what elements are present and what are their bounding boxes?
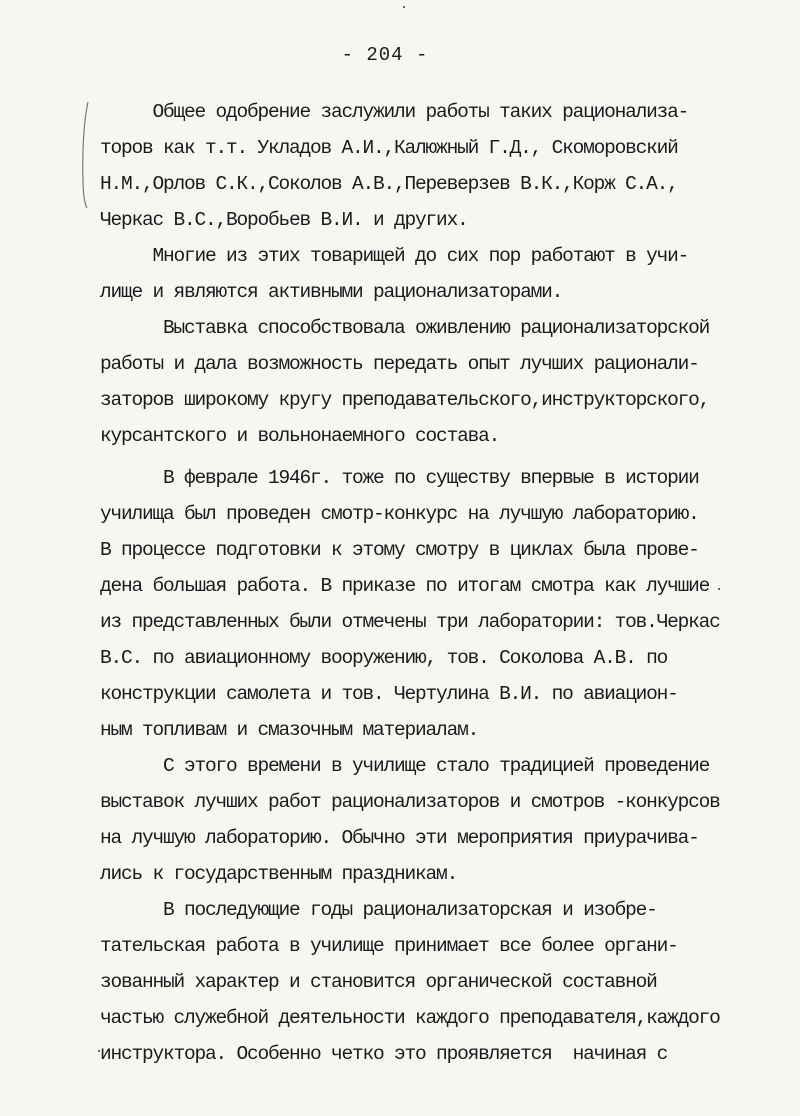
text-line: частью служебной деятельности каждого преподавателя,каждого <box>100 1007 720 1029</box>
text-line: торов как т.т. Укладов А.И.,Калюжный Г.Д., Скоморовский <box>100 137 678 159</box>
text-line: В процессе подготовки к этому смотру в циклах была прове- <box>100 539 699 561</box>
text-line: училища был проведен смотр-конкурс на лучшую лабораторию. <box>100 503 699 525</box>
text-line: Н.М.,Орлов С.К.,Соколов А.В.,Переверзев В.К.,Корж С.А., <box>100 173 678 195</box>
speck <box>403 6 405 8</box>
text-line: В феврале 1946г. тоже по существу впервые в истории <box>100 467 699 489</box>
text-line: из представленных были отмечены три лаборатории: тов.Черкас <box>100 611 720 633</box>
margin-pencil-mark <box>78 100 92 210</box>
text-line: В.С. по авиационному вооружению, тов. Соколова А.В. по <box>100 647 668 669</box>
text-line: Черкас В.С.,Воробьев В.И. и других. <box>100 209 468 231</box>
text-line: инструктора. Особенно четко это проявляется начиная с <box>100 1043 668 1065</box>
page-number: - 204 - <box>341 44 429 66</box>
text-line: Многие из этих товарищей до сих пор работают в учи- <box>100 245 689 267</box>
text-line: выставок лучших работ рационализаторов и смотров -конкурсов <box>100 791 720 813</box>
text-line: Выставка способствовала оживлению рационализаторской <box>100 317 710 339</box>
text-line: конструкции самолета и тов. Чертулина В.И. по авиацион- <box>100 683 678 705</box>
text-line: Общее одобрение заслужили работы таких рационализа- <box>100 101 689 123</box>
text-line: на лучшую лабораторию. Обычно эти мероприятия приурачива- <box>100 827 699 849</box>
text-line: дена большая работа. В приказе по итогам смотра как лучшие <box>100 575 710 597</box>
text-line: работы и дала возможность передать опыт лучших рационали- <box>100 353 699 375</box>
text-line: С этого времени в училище стало традицией проведение <box>100 755 710 777</box>
text-line: зованный характер и становится органической составной <box>100 971 657 993</box>
text-line: лище и являются активными рационализаторами. <box>100 281 563 303</box>
text-line: ным топливам и смазочным материалам. <box>100 719 479 741</box>
text-line: лись к государственным праздникам. <box>100 863 458 885</box>
text-line: курсантского и вольнонаемного состава. <box>100 425 500 447</box>
text-line: тательская работа в училище принимает все более органи- <box>100 935 678 957</box>
text-line: заторов широкому кругу преподавательского,инструкторского, <box>100 389 710 411</box>
text-line: В последующие годы рационализаторская и изобре- <box>100 899 657 921</box>
speck <box>718 588 720 590</box>
